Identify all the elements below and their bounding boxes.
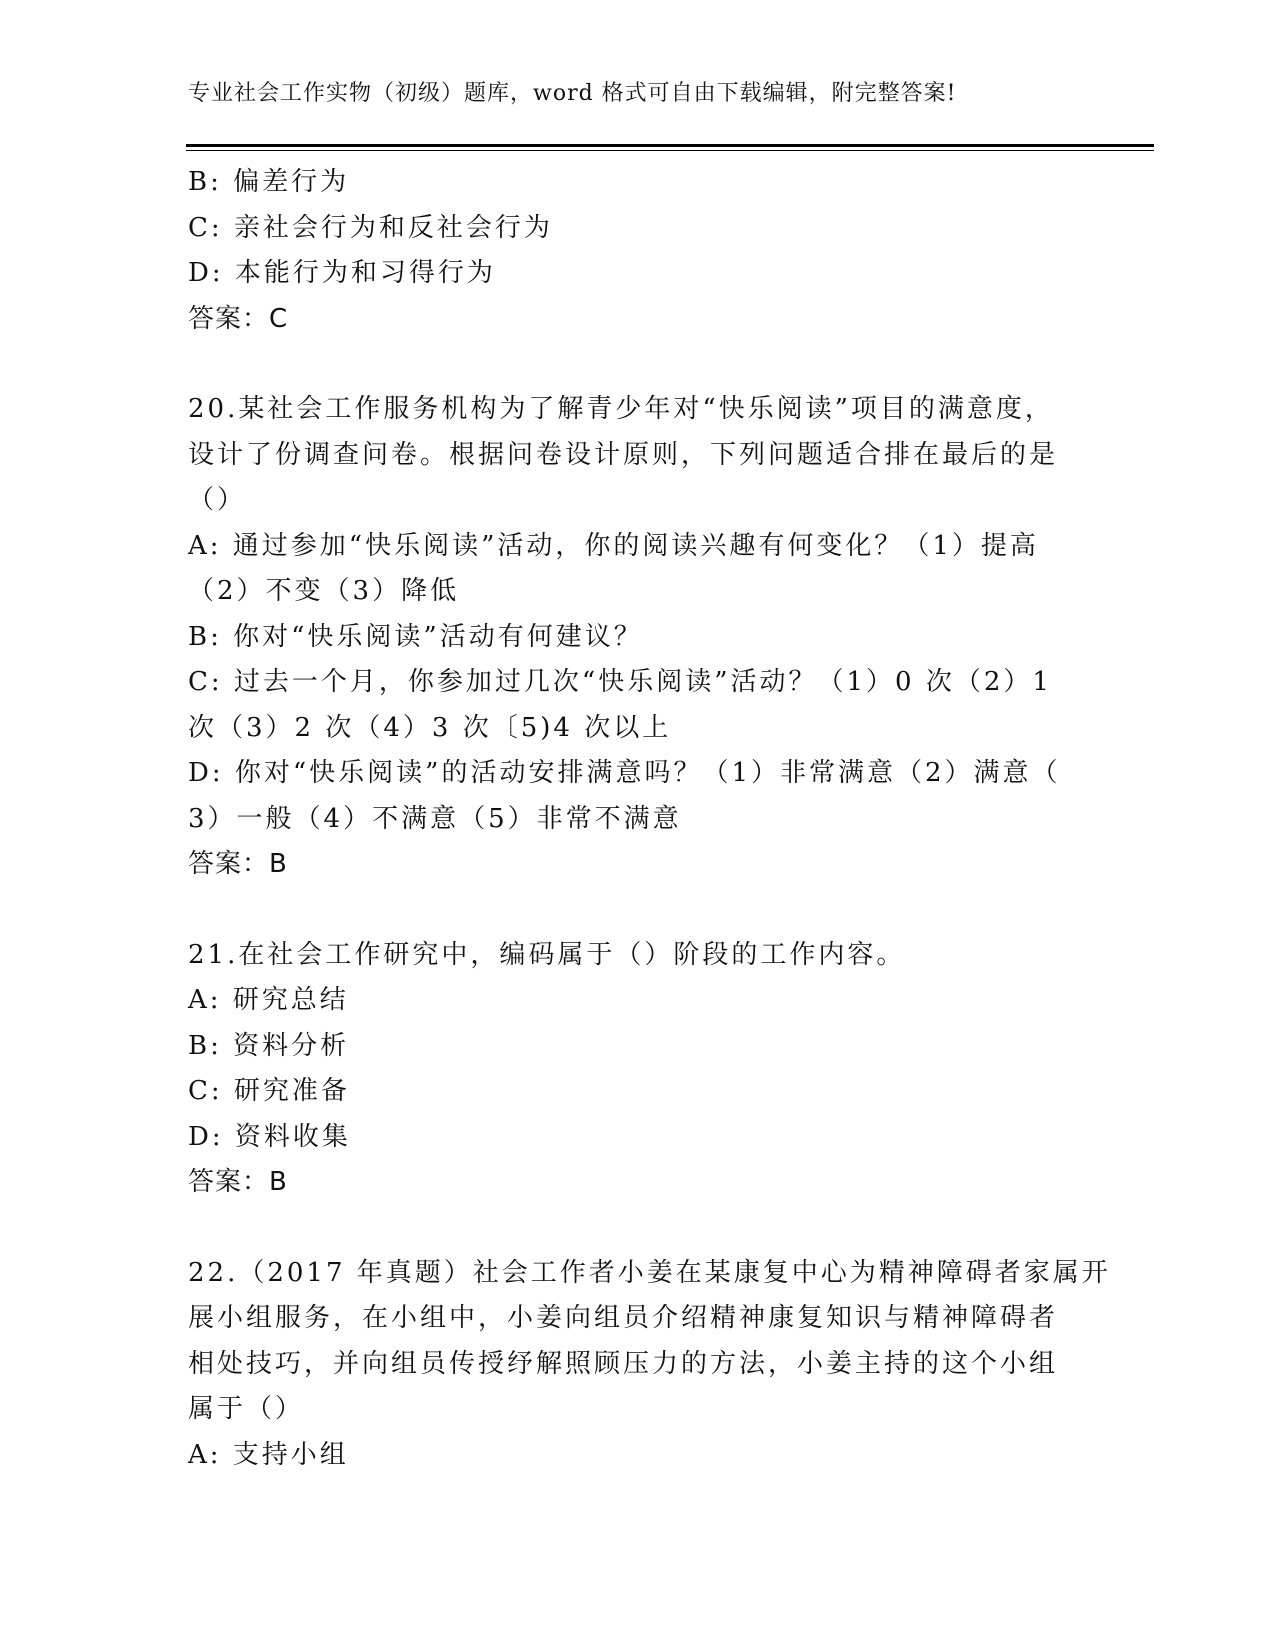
question-text: 22.（2017 年真题）社会工作者小姜在某康复中心为精神障碍者家属开 [188,1257,1111,1288]
option-line: A: 通过参加“快乐阅读”活动，你的阅读兴趣有何变化？（1）提高 [188,530,1039,561]
option-line: C: 研究准备 [188,1076,350,1106]
option-line: 3）一般（4）不满意（5）非常不满意 [188,803,682,834]
spacer [188,1206,1088,1251]
page-header: 专业社会工作实物（初级）题库，word 格式可自由下载编辑，附完整答案! [188,81,957,106]
option-line: D: 本能行为和习得行为 [188,258,496,288]
option-line: B: 偏差行为 [188,167,350,197]
question-text: 属于（） [188,1394,305,1424]
option-line: C: 过去一个月，你参加过几次“快乐阅读”活动？（1）0 次（2）1 [188,667,1052,697]
spacer [188,342,1088,387]
question-text: 21.在社会工作研究中，编码属于（）阶段的工作内容。 [188,939,906,970]
header-rule-thin [186,150,1154,151]
option-line: A: 研究总结 [188,985,349,1015]
question-text: 设计了份调查问卷。根据问卷设计原则，下列问题适合排在最后的是 [188,439,1059,470]
question-block [188,1251,1111,1479]
option-line: 次（3）2 次（4）3 次〔5)4 次以上 [188,712,672,743]
option-line: A: 支持小组 [188,1439,349,1470]
option-line: （2）不变（3）降低 [188,576,460,606]
option-line: B: 资料分析 [188,1030,350,1061]
question-text: （） [188,485,247,515]
answer-line: 答案：C [188,303,289,334]
option-line: D: 你对“快乐阅读”的活动安排满意吗？（1）非常满意（2）满意（ [188,758,1061,788]
question-text: 相处技巧，并向组员传授纾解照顾压力的方法，小姜主持的这个小组 [188,1348,1059,1379]
question-block [188,933,1088,1206]
question-block [188,160,1088,342]
spacer [188,888,1088,933]
question-block [188,387,1088,888]
question-text: 展小组服务，在小组中，小姜向组员介绍精神康复知识与精神障碍者 [188,1303,1059,1333]
header-rule [186,144,1154,147]
option-line: B: 你对“快乐阅读”活动有何建议？ [188,621,643,652]
document-body [188,160,1111,1478]
question-text: 20.某社会工作服务机构为了解青少年对“快乐阅读”项目的满意度， [188,394,1054,424]
option-line: C: 亲社会行为和反社会行为 [188,212,553,243]
option-line: D: 资料收集 [188,1121,351,1152]
answer-line: 答案：B [188,849,288,879]
answer-line: 答案：B [188,1167,288,1197]
